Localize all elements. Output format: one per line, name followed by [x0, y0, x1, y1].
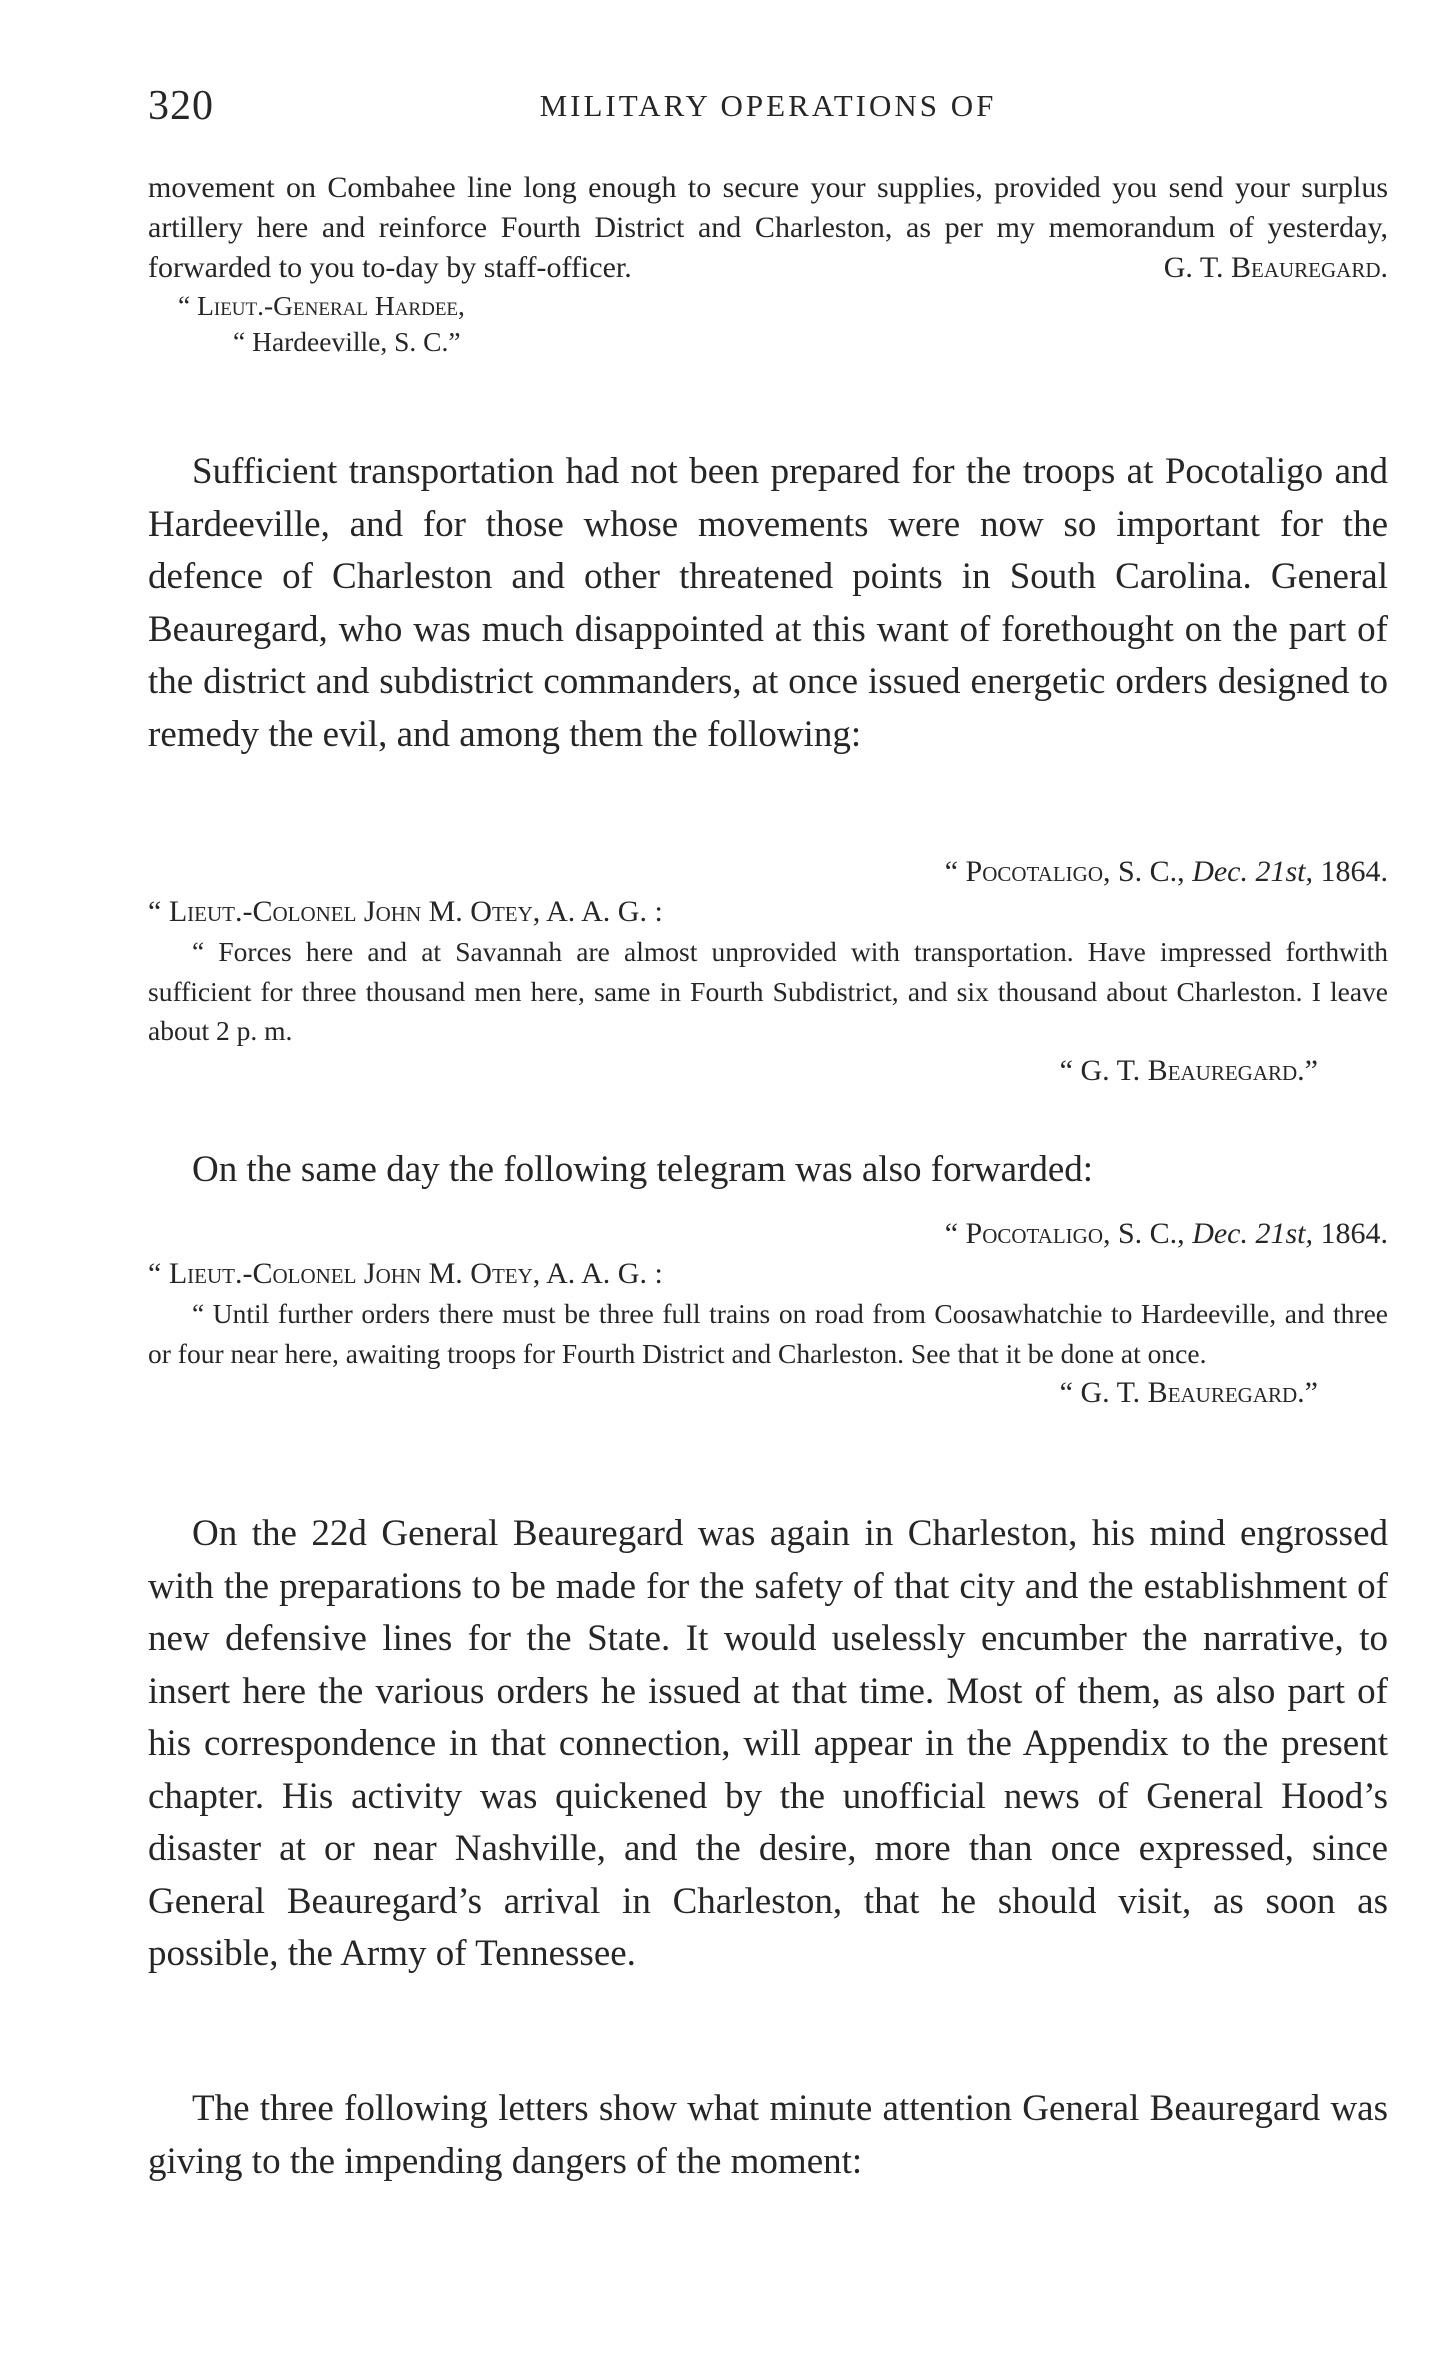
telegram-2-dateline	[148, 1214, 1388, 1254]
telegram-tail-addressee	[148, 288, 1388, 360]
telegram-2-place: “ Pocotaligo, S. C.,	[944, 1217, 1185, 1250]
telegram-tail-signature: G. T. Beauregard.	[1163, 251, 1388, 284]
telegram-1-year: 1864.	[1313, 855, 1388, 888]
telegram-1-place: “ Pocotaligo, S. C.,	[944, 855, 1185, 888]
page-number: 320	[148, 83, 214, 129]
addressee-name: “ Lieut.-General Hardee,	[178, 290, 465, 321]
page-header	[148, 82, 1388, 142]
telegram-tail-body: movement on Combahee line long enough to secure your supplies, provided you send your surplus artillery here and reinforce Fourth District and Charleston, as per my memorandum of yesterday, forwarded to you to-day by staff-officer.	[148, 171, 1388, 284]
telegram-1-dateline	[148, 852, 1388, 892]
telegram-tail	[148, 168, 1388, 360]
running-title: MILITARY OPERATIONS OF	[539, 88, 997, 123]
telegram-2-signature: “ G. T. Beauregard.”	[1059, 1376, 1318, 1409]
telegram-2-body: “ Until further orders there must be three full trains on road from Coosawhatchie to Hardeeville, and three or four near here, awaiting troops for Fourth District and Charleston. See that it be done at once.	[148, 1298, 1388, 1369]
telegram-2-salutation: “ Lieut.-Colonel John M. Otey, A. A. G. :	[148, 1257, 663, 1290]
telegram-2-year: 1864.	[1313, 1217, 1388, 1250]
telegram-1-signature: “ G. T. Beauregard.”	[1059, 1053, 1318, 1087]
body-paragraph-4: The three following letters show what minute attention General Beauregard was giving to the impending dangers of the moment:	[148, 2088, 1388, 2182]
telegram-1-salutation: “ Lieut.-Colonel John M. Otey, A. A. G. :	[148, 895, 663, 928]
telegram-1-date: Dec. 21st,	[1192, 855, 1313, 888]
body-paragraph-1: Sufficient transportation had not been prepared for the troops at Pocotaligo and Hardeeville, and for those whose movements were now so important for the defence of Charleston and other threatened points in South Carolina. General Beauregard, who was much disappointed at this want of forethought on the part of the district and subdistrict commanders, at once issued energetic orders designed to remedy the evil, and among them the following:	[148, 451, 1388, 755]
telegram-1	[148, 852, 1388, 1091]
telegram-1-body: “ Forces here and at Savannah are almost unprovided with transportation. Have impressed forthwith sufficient for three thousand men here, same in Fourth Subdistrict, and six thousand about Charleston. I leave about 2 p. m.	[148, 936, 1388, 1046]
addressee-place: “ Hardeeville, S. C.”	[233, 326, 461, 357]
body-paragraph-3: On the 22d General Beauregard was again in Charleston, his mind engrossed with the preparations to be made for the safety of that city and the establishment of new defensive lines for the State. It would uselessly encumber the narrative, to insert here the various orders he issued at that time. Most of them, as also part of his correspondence in that connection, will appear in the Appendix to the present chapter. His activity was quickened by the unofficial news of General Hood’s disaster at or near Nashville, and the desire, more than once expressed, since General Beauregard’s arrival in Charleston, that he should visit, as soon as possible, the Army of Tennessee.	[148, 1513, 1388, 1974]
telegram-2	[148, 1214, 1388, 1413]
telegram-2-date: Dec. 21st,	[1192, 1217, 1313, 1250]
body-paragraph-2: On the same day the following telegram was also forwarded:	[192, 1149, 1094, 1190]
